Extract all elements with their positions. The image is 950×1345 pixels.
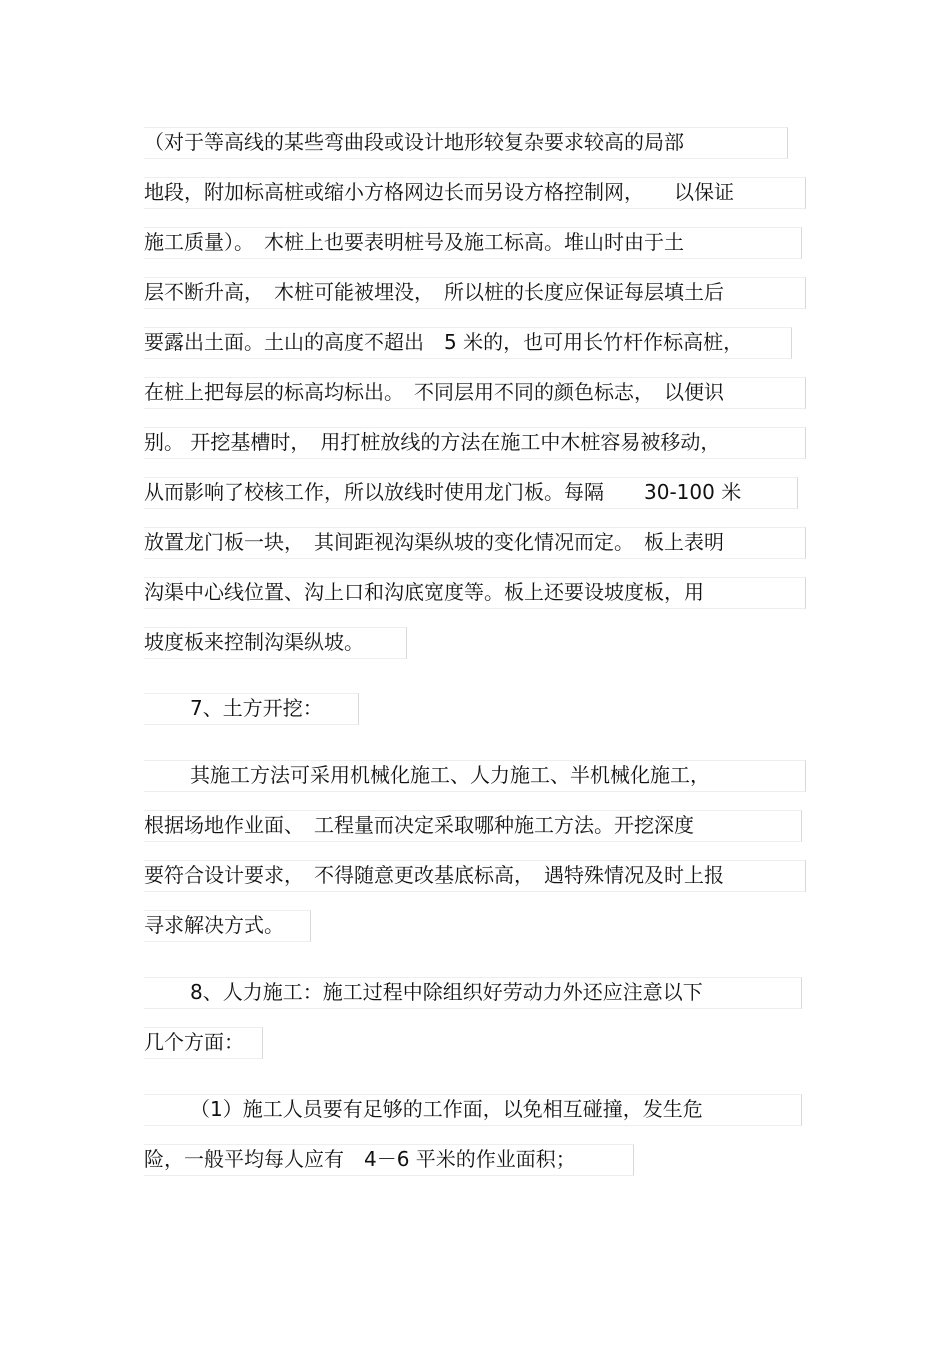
paragraph-line: 放置龙门板一块， 其间距视沟渠纵坡的变化情况而定。 板上表明: [144, 530, 724, 554]
paragraph-line: 从而影响了校核工作，所以放线时使用龙门板。每隔 30-100 米: [144, 480, 742, 504]
paragraph-line: 寻求解决方式。: [144, 913, 284, 937]
paragraph-line: 根据场地作业面、 工程量而决定采取哪种施工方法。开挖深度: [144, 813, 694, 837]
paragraph-line: 别。 开挖基槽时， 用打桩放线的方法在施工中木桩容易被移动，: [144, 430, 721, 454]
paragraph-line: （对于等高线的某些弯曲段或设计地形较复杂要求较高的局部: [144, 130, 684, 154]
section-heading: 8、人力施工：施工过程中除组织好劳动力外还应注意以下: [190, 980, 703, 1004]
paragraph-line: 坡度板来控制沟渠纵坡。: [144, 630, 364, 654]
paragraph-line: 在桩上把每层的标高均标出。 不同层用不同的颜色标志， 以便识: [144, 380, 724, 404]
paragraph-line: 层不断升高， 木桩可能被埋没， 所以桩的长度应保证每层填土后: [144, 280, 724, 304]
section-heading: 7、土方开挖：: [190, 696, 323, 720]
list-item-line: （1）施工人员要有足够的工作面，以免相互碰撞，发生危: [190, 1097, 703, 1121]
list-item-line: 险，一般平均每人应有 4－6 平米的作业面积；: [144, 1147, 576, 1171]
paragraph-line: 地段，附加标高桩或缩小方格网边长而另设方格控制网， 以保证: [144, 180, 734, 204]
paragraph-line: 要符合设计要求， 不得随意更改基底标高， 遇特殊情况及时上报: [144, 863, 724, 887]
paragraph-line: 施工质量）。 木桩上也要表明桩号及施工标高。堆山时由于土: [144, 230, 684, 254]
paragraph-line: 几个方面：: [144, 1030, 244, 1054]
paragraph-line: 要露出土面。土山的高度不超出 5 米的，也可用长竹杆作标高桩，: [144, 330, 744, 354]
paragraph-line: 其施工方法可采用机械化施工、人力施工、半机械化施工，: [190, 763, 710, 787]
paragraph-line: 沟渠中心线位置、沟上口和沟底宽度等。板上还要设坡度板，用: [144, 580, 704, 604]
